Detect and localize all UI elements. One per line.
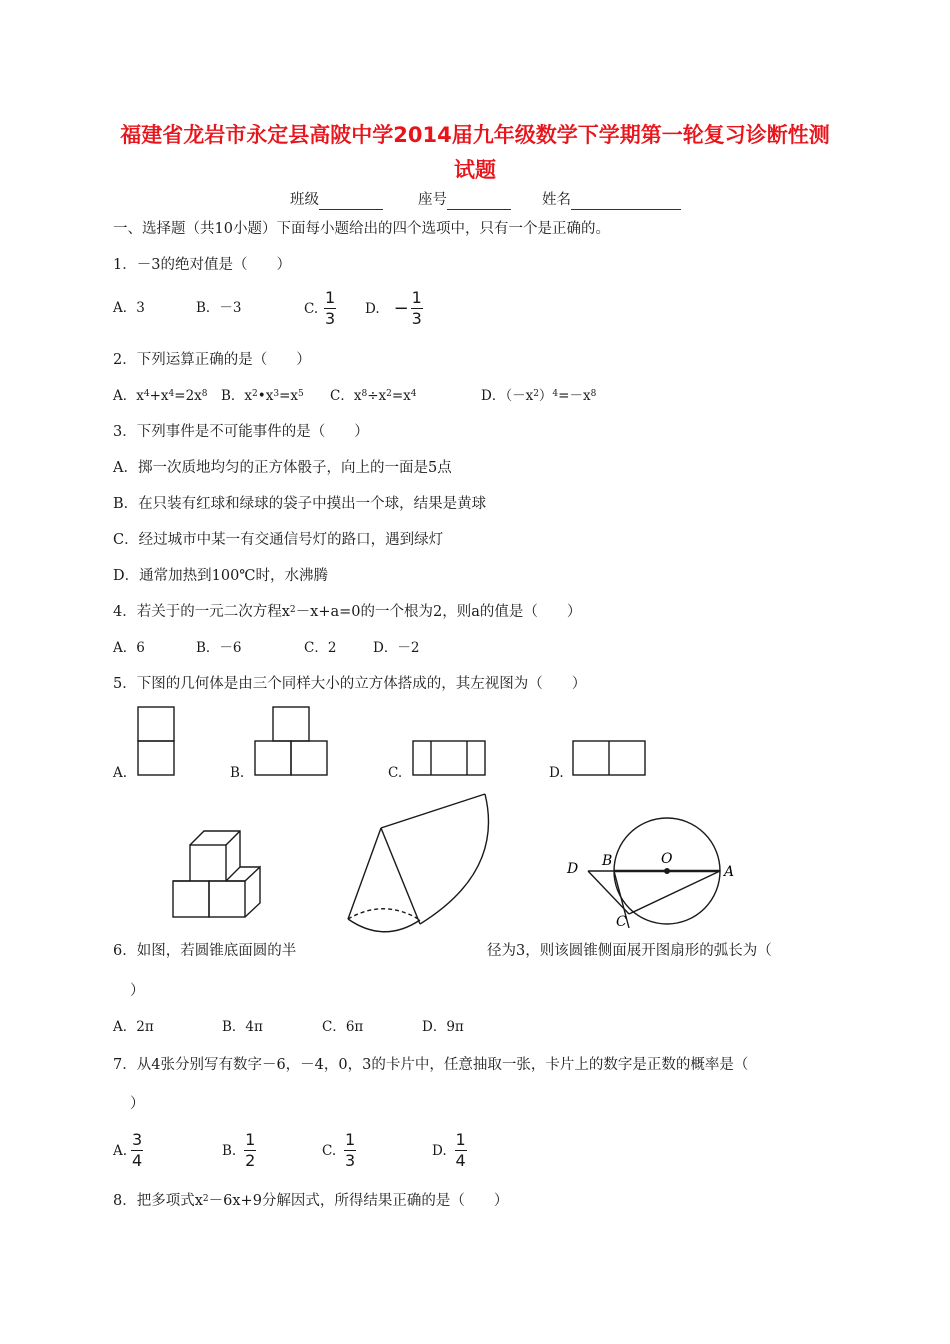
q6-stem-left: 6．如图，若圆锥底面圆的半	[113, 943, 297, 959]
q1-option-d-fraction	[411, 289, 423, 328]
q3-stem: 3．下列事件是不可能事件的是（ ）	[113, 424, 369, 440]
q6-option-b: B．4π	[222, 1019, 263, 1035]
label-a: A	[724, 864, 735, 880]
q7-option-c-label: C.	[322, 1142, 337, 1159]
q5-option-c-label: C.	[388, 765, 403, 781]
q3-option-a: A．掷一次质地均匀的正方体骰子，向上的一面是5点	[113, 460, 452, 476]
q5-option-b-figure	[254, 706, 330, 778]
q7-option-a	[113, 1131, 143, 1170]
q1-option-c	[304, 289, 336, 328]
q5-option-d-figure	[572, 740, 648, 778]
name-blank[interactable]	[571, 195, 681, 210]
q2-option-c: C．$x^8\div x^2=x^4$	[330, 388, 417, 404]
q3-option-d: D．通常加热到100℃时，水沸腾	[113, 568, 329, 584]
q7-option-c-fraction: $\frac{1}{3}$	[345, 1130, 356, 1170]
label-c: C	[616, 914, 627, 930]
q7-option-d-fraction: $\frac{1}{4}$	[455, 1130, 466, 1170]
q7-option-c	[322, 1131, 356, 1170]
q4-option-c: C．2	[304, 640, 337, 656]
numerator: 1	[411, 288, 422, 307]
q7-stem-close: ）	[130, 1096, 145, 1112]
class-label: 班级	[290, 192, 319, 208]
q7-stem: 7．从4张分别写有数字－6，－4，0，3的卡片中，任意抽取一张，卡片上的数字是正数的概率是（	[113, 1057, 749, 1073]
class-blank[interactable]	[319, 195, 383, 210]
q3-option-b: B．在只装有红球和绿球的袋子中摸出一个球，结果是黄球	[113, 496, 487, 512]
q6-option-d: D．9π	[422, 1019, 464, 1035]
denominator: 3	[325, 309, 336, 328]
circle-tangent-figure	[560, 818, 750, 938]
seat-blank[interactable]	[447, 195, 511, 210]
q7-option-d-label: D.	[432, 1142, 447, 1159]
q7-option-a-fraction: $\frac{3}{4}$	[131, 1130, 143, 1170]
seat-field	[418, 190, 511, 210]
cube-stack-figure	[170, 828, 266, 920]
q5-option-d-label: D.	[549, 765, 564, 781]
q2-stem: 2．下列运算正确的是（ ）	[113, 352, 311, 368]
q5-option-a-figure	[137, 706, 177, 778]
q1-option-d-label: D.	[365, 300, 380, 317]
q2-option-a: A．$x^4+x^4=2x^8$	[113, 388, 208, 404]
label-d: D	[567, 861, 579, 877]
q1-option-a: A．3	[113, 300, 145, 316]
q1-option-d	[365, 289, 423, 328]
label-b: B	[602, 853, 613, 869]
q2-option-b: B．$x^2•x^3=x^5$	[221, 388, 304, 404]
q6-option-c: C．6π	[322, 1019, 364, 1035]
q7-option-d	[432, 1131, 467, 1170]
q3-option-c: C．经过城市中某一有交通信号灯的路口，遇到绿灯	[113, 532, 444, 548]
q7-option-b-fraction: $\frac{1}{2}$	[245, 1130, 256, 1170]
minus-sign: −	[393, 297, 409, 319]
q7-option-b	[222, 1131, 256, 1170]
q6-stem-close: ）	[130, 983, 145, 999]
document-title-line2: 试题	[454, 158, 496, 182]
q5-stem: 5．下图的几何体是由三个同样大小的立方体搭成的，其左视图为（ ）	[113, 676, 587, 692]
q4-option-d: D．－2	[373, 640, 420, 656]
seat-label: 座号	[418, 192, 447, 208]
cone-sector-figure	[340, 792, 500, 937]
q8-stem: 8．把多项式$x^2-6x+9$分解因式，所得结果正确的是（ ）	[113, 1193, 509, 1209]
q7-option-a-label: A.	[113, 1142, 128, 1159]
denominator: 3	[411, 309, 422, 328]
q1-option-b: B．－3	[196, 300, 242, 316]
name-label: 姓名	[542, 192, 571, 208]
document-title-line1: 福建省龙岩市永定县高陂中学2014届九年级数学下学期第一轮复习诊断性测	[120, 123, 830, 147]
q1-option-c-fraction	[324, 289, 336, 328]
label-o: O	[661, 851, 673, 867]
q5-option-c-figure	[412, 740, 488, 778]
section-heading: 一、选择题（共10小题）下面每小题给出的四个选项中，只有一个是正确的。	[113, 221, 610, 237]
q6-stem-right: 径为3，则该圆锥侧面展开图扇形的弧长为（	[487, 943, 772, 959]
q4-option-b: B．－6	[196, 640, 242, 656]
q5-option-b-label: B.	[230, 765, 245, 781]
q4-option-a: A．6	[113, 640, 145, 656]
numerator: 1	[325, 288, 336, 307]
q6-option-a: A．2π	[113, 1019, 154, 1035]
class-field	[290, 190, 383, 210]
q7-option-b-label: B.	[222, 1142, 237, 1159]
q5-option-a-label: A.	[113, 765, 128, 781]
name-field	[542, 190, 681, 210]
q4-stem: 4．若关于的一元二次方程$x^2-x+a=0$的一个根为2，则a的值是（ ）	[113, 604, 582, 620]
q1-stem: 1．－3的绝对值是（ ）	[113, 257, 291, 273]
q1-option-c-label: C.	[304, 300, 319, 317]
q2-option-d: D．$(-x^2)^4=-x^8$	[481, 388, 597, 404]
